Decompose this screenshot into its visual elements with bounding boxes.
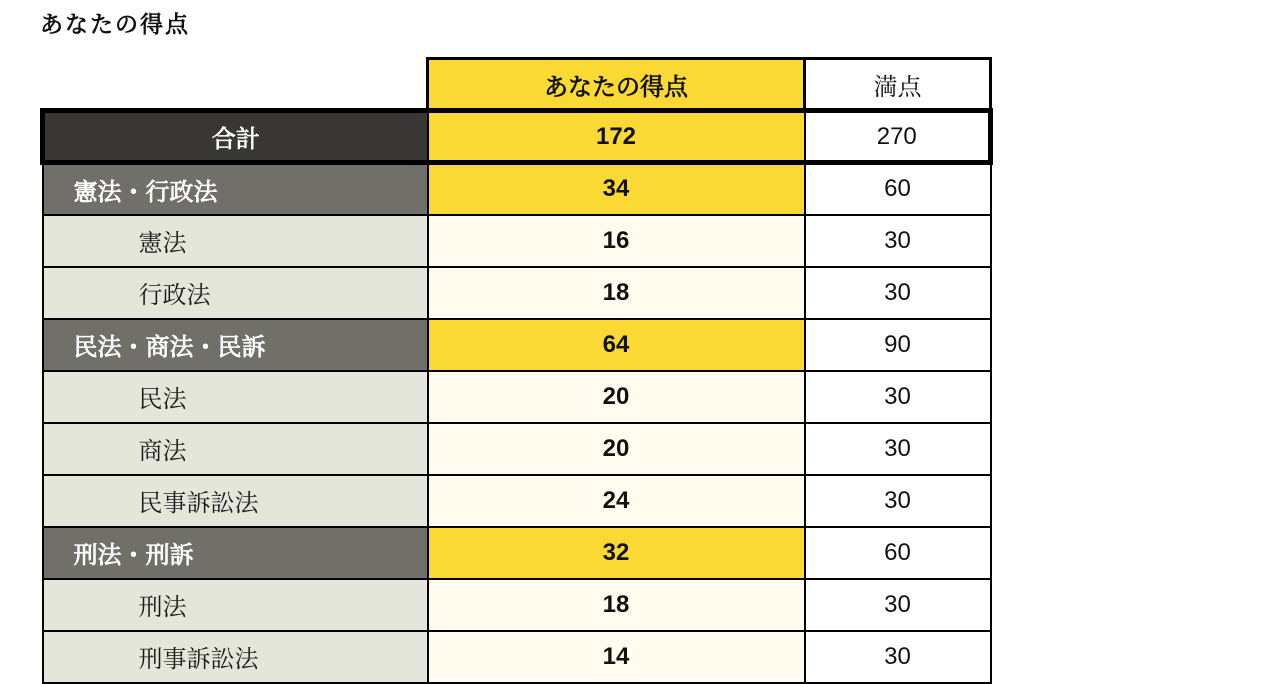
- page-title: あなたの得点: [40, 11, 190, 37]
- max-value: 60: [805, 527, 991, 579]
- table-row-sub: [43, 267, 991, 319]
- score-value: 32: [428, 527, 805, 579]
- table-row-sub: [43, 215, 991, 267]
- table-row-sub: [43, 371, 991, 423]
- score-table: [40, 57, 993, 684]
- max-value: 30: [805, 631, 991, 683]
- score-value: 16: [428, 215, 805, 267]
- max-value: 30: [805, 267, 991, 319]
- row-label: 刑法: [43, 579, 428, 631]
- max-value: 30: [805, 215, 991, 267]
- table-row-sub: [43, 475, 991, 527]
- row-label: 刑法・刑訴: [43, 527, 428, 579]
- score-value: 64: [428, 319, 805, 371]
- row-label: 行政法: [43, 267, 428, 319]
- score-value: 18: [428, 267, 805, 319]
- score-column-header: あなたの得点: [428, 59, 805, 111]
- score-value: 14: [428, 631, 805, 683]
- row-label: 民事訴訟法: [43, 475, 428, 527]
- header-spacer-cell: [43, 59, 428, 111]
- table-row-sub: [43, 423, 991, 475]
- row-label: 刑事訴訟法: [43, 631, 428, 683]
- table-row-sub: [43, 579, 991, 631]
- table-header-row: [43, 59, 991, 111]
- row-label: 憲法・行政法: [43, 163, 428, 215]
- row-label: 商法: [43, 423, 428, 475]
- max-value: 90: [805, 319, 991, 371]
- table-row-total: [43, 111, 991, 163]
- score-value: 18: [428, 579, 805, 631]
- table-row-category: [43, 163, 991, 215]
- table-row-category: [43, 319, 991, 371]
- score-value: 172: [428, 111, 805, 163]
- max-value: 30: [805, 423, 991, 475]
- row-label: 民法・商法・民訴: [43, 319, 428, 371]
- table-row-category: [43, 527, 991, 579]
- table-row-sub: [43, 631, 991, 683]
- max-value: 60: [805, 163, 991, 215]
- max-value: 30: [805, 579, 991, 631]
- max-column-header: 満点: [805, 59, 991, 111]
- score-value: 20: [428, 371, 805, 423]
- row-label: 憲法: [43, 215, 428, 267]
- max-value: 270: [805, 111, 991, 163]
- score-value: 24: [428, 475, 805, 527]
- row-label: 民法: [43, 371, 428, 423]
- max-value: 30: [805, 475, 991, 527]
- max-value: 30: [805, 371, 991, 423]
- score-value: 34: [428, 163, 805, 215]
- row-label: 合計: [43, 111, 428, 163]
- score-value: 20: [428, 423, 805, 475]
